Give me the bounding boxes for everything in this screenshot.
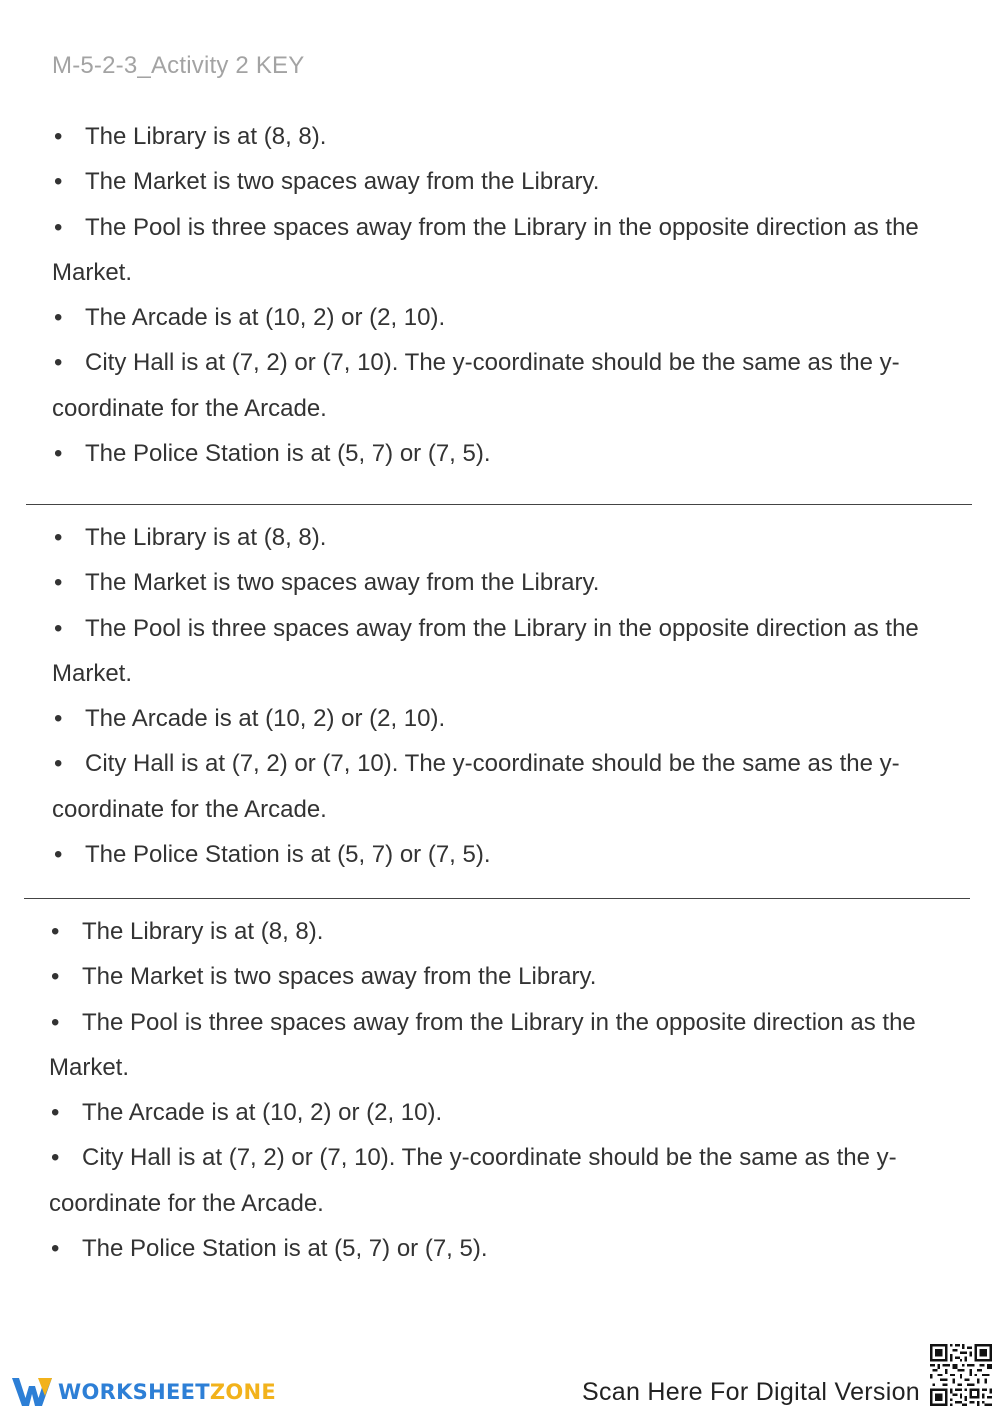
item-text: The Arcade is at (10, 2) or (2, 10).	[85, 705, 446, 733]
list-item-continuation: Market.	[52, 258, 133, 286]
logo-word-worksheet: WORKSHEET	[58, 1380, 210, 1404]
list-item	[49, 1000, 979, 1045]
item-text: City Hall is at (7, 2) or (7, 10). The y-coordinate should be the same as the y-	[85, 750, 900, 778]
item-text: The Library is at (8, 8).	[85, 524, 327, 551]
bullet: •	[51, 1008, 60, 1036]
item-text: The Pool is three spaces away from the Library in the opposite direction as the	[85, 213, 919, 241]
item-text: The Police Station is at (5, 7) or (7, 5).	[85, 440, 491, 468]
list-item	[52, 340, 982, 385]
list-item	[49, 954, 979, 999]
list-item	[52, 560, 982, 605]
document-title: M-5-2-3_Activity 2 KEY	[52, 52, 305, 79]
bullet: •	[54, 750, 63, 778]
list-item	[52, 431, 982, 476]
list-item	[52, 295, 982, 340]
item-text: The Arcade is at (10, 2) or (2, 10).	[82, 1099, 443, 1127]
bullet: •	[54, 440, 63, 468]
answer-section-3	[49, 909, 979, 1271]
logo-word-zone: ZONE	[209, 1380, 277, 1404]
list-item-continuation: coordinate for the Arcade.	[49, 1189, 324, 1217]
logo-wordmark	[58, 1380, 276, 1404]
item-text: The Police Station is at (5, 7) or (7, 5).	[85, 841, 491, 869]
item-text: The Pool is three spaces away from the Library in the opposite direction as the	[85, 614, 919, 642]
bullet: •	[54, 304, 63, 332]
answer-section-2	[52, 515, 982, 877]
bullet: •	[54, 524, 63, 551]
item-text: The Market is two spaces away from the Library.	[85, 168, 600, 196]
list-item	[52, 114, 982, 159]
list-item	[52, 696, 982, 741]
item-text: The Arcade is at (10, 2) or (2, 10).	[85, 304, 446, 332]
bullet: •	[51, 1144, 60, 1172]
list-item	[52, 832, 982, 877]
item-text: The Library is at (8, 8).	[85, 123, 327, 150]
bullet: •	[51, 1235, 60, 1263]
list-item-continuation: Market.	[49, 1053, 130, 1081]
list-item-continuation: Market.	[52, 659, 133, 687]
bullet: •	[54, 213, 63, 241]
section-divider	[26, 504, 972, 505]
item-text: City Hall is at (7, 2) or (7, 10). The y-coordinate should be the same as the y-	[82, 1144, 897, 1172]
scan-instruction: Scan Here For Digital Version	[581, 1378, 920, 1406]
list-item	[52, 205, 982, 250]
list-item	[49, 1226, 979, 1271]
list-item	[49, 1135, 979, 1180]
list-item-continuation: coordinate for the Arcade.	[52, 795, 327, 823]
item-text: The Market is two spaces away from the Library.	[82, 963, 597, 991]
qr-code-icon[interactable]	[930, 1344, 992, 1406]
bullet: •	[51, 918, 60, 945]
item-text: The Police Station is at (5, 7) or (7, 5).	[82, 1235, 488, 1263]
list-item	[52, 515, 982, 560]
item-text: City Hall is at (7, 2) or (7, 10). The y-coordinate should be the same as the y-	[85, 349, 900, 377]
bullet: •	[54, 168, 63, 196]
bullet: •	[54, 614, 63, 642]
list-item-continuation: coordinate for the Arcade.	[52, 394, 327, 422]
bullet: •	[54, 569, 63, 597]
worksheetzone-logo[interactable]	[10, 1372, 276, 1412]
list-item	[49, 909, 979, 954]
bullet: •	[51, 1099, 60, 1127]
list-item	[52, 159, 982, 204]
worksheetzone-logo-icon	[10, 1372, 54, 1412]
answer-section-1	[52, 114, 982, 476]
list-item	[52, 741, 982, 786]
item-text: The Pool is three spaces away from the Library in the opposite direction as the	[82, 1008, 916, 1036]
bullet: •	[51, 963, 60, 991]
section-divider	[24, 898, 970, 899]
item-text: The Library is at (8, 8).	[82, 918, 324, 945]
list-item	[52, 606, 982, 651]
list-item	[49, 1090, 979, 1135]
bullet: •	[54, 841, 63, 869]
item-text: The Market is two spaces away from the Library.	[85, 569, 600, 597]
bullet: •	[54, 123, 63, 150]
bullet: •	[54, 705, 63, 733]
bullet: •	[54, 349, 63, 377]
